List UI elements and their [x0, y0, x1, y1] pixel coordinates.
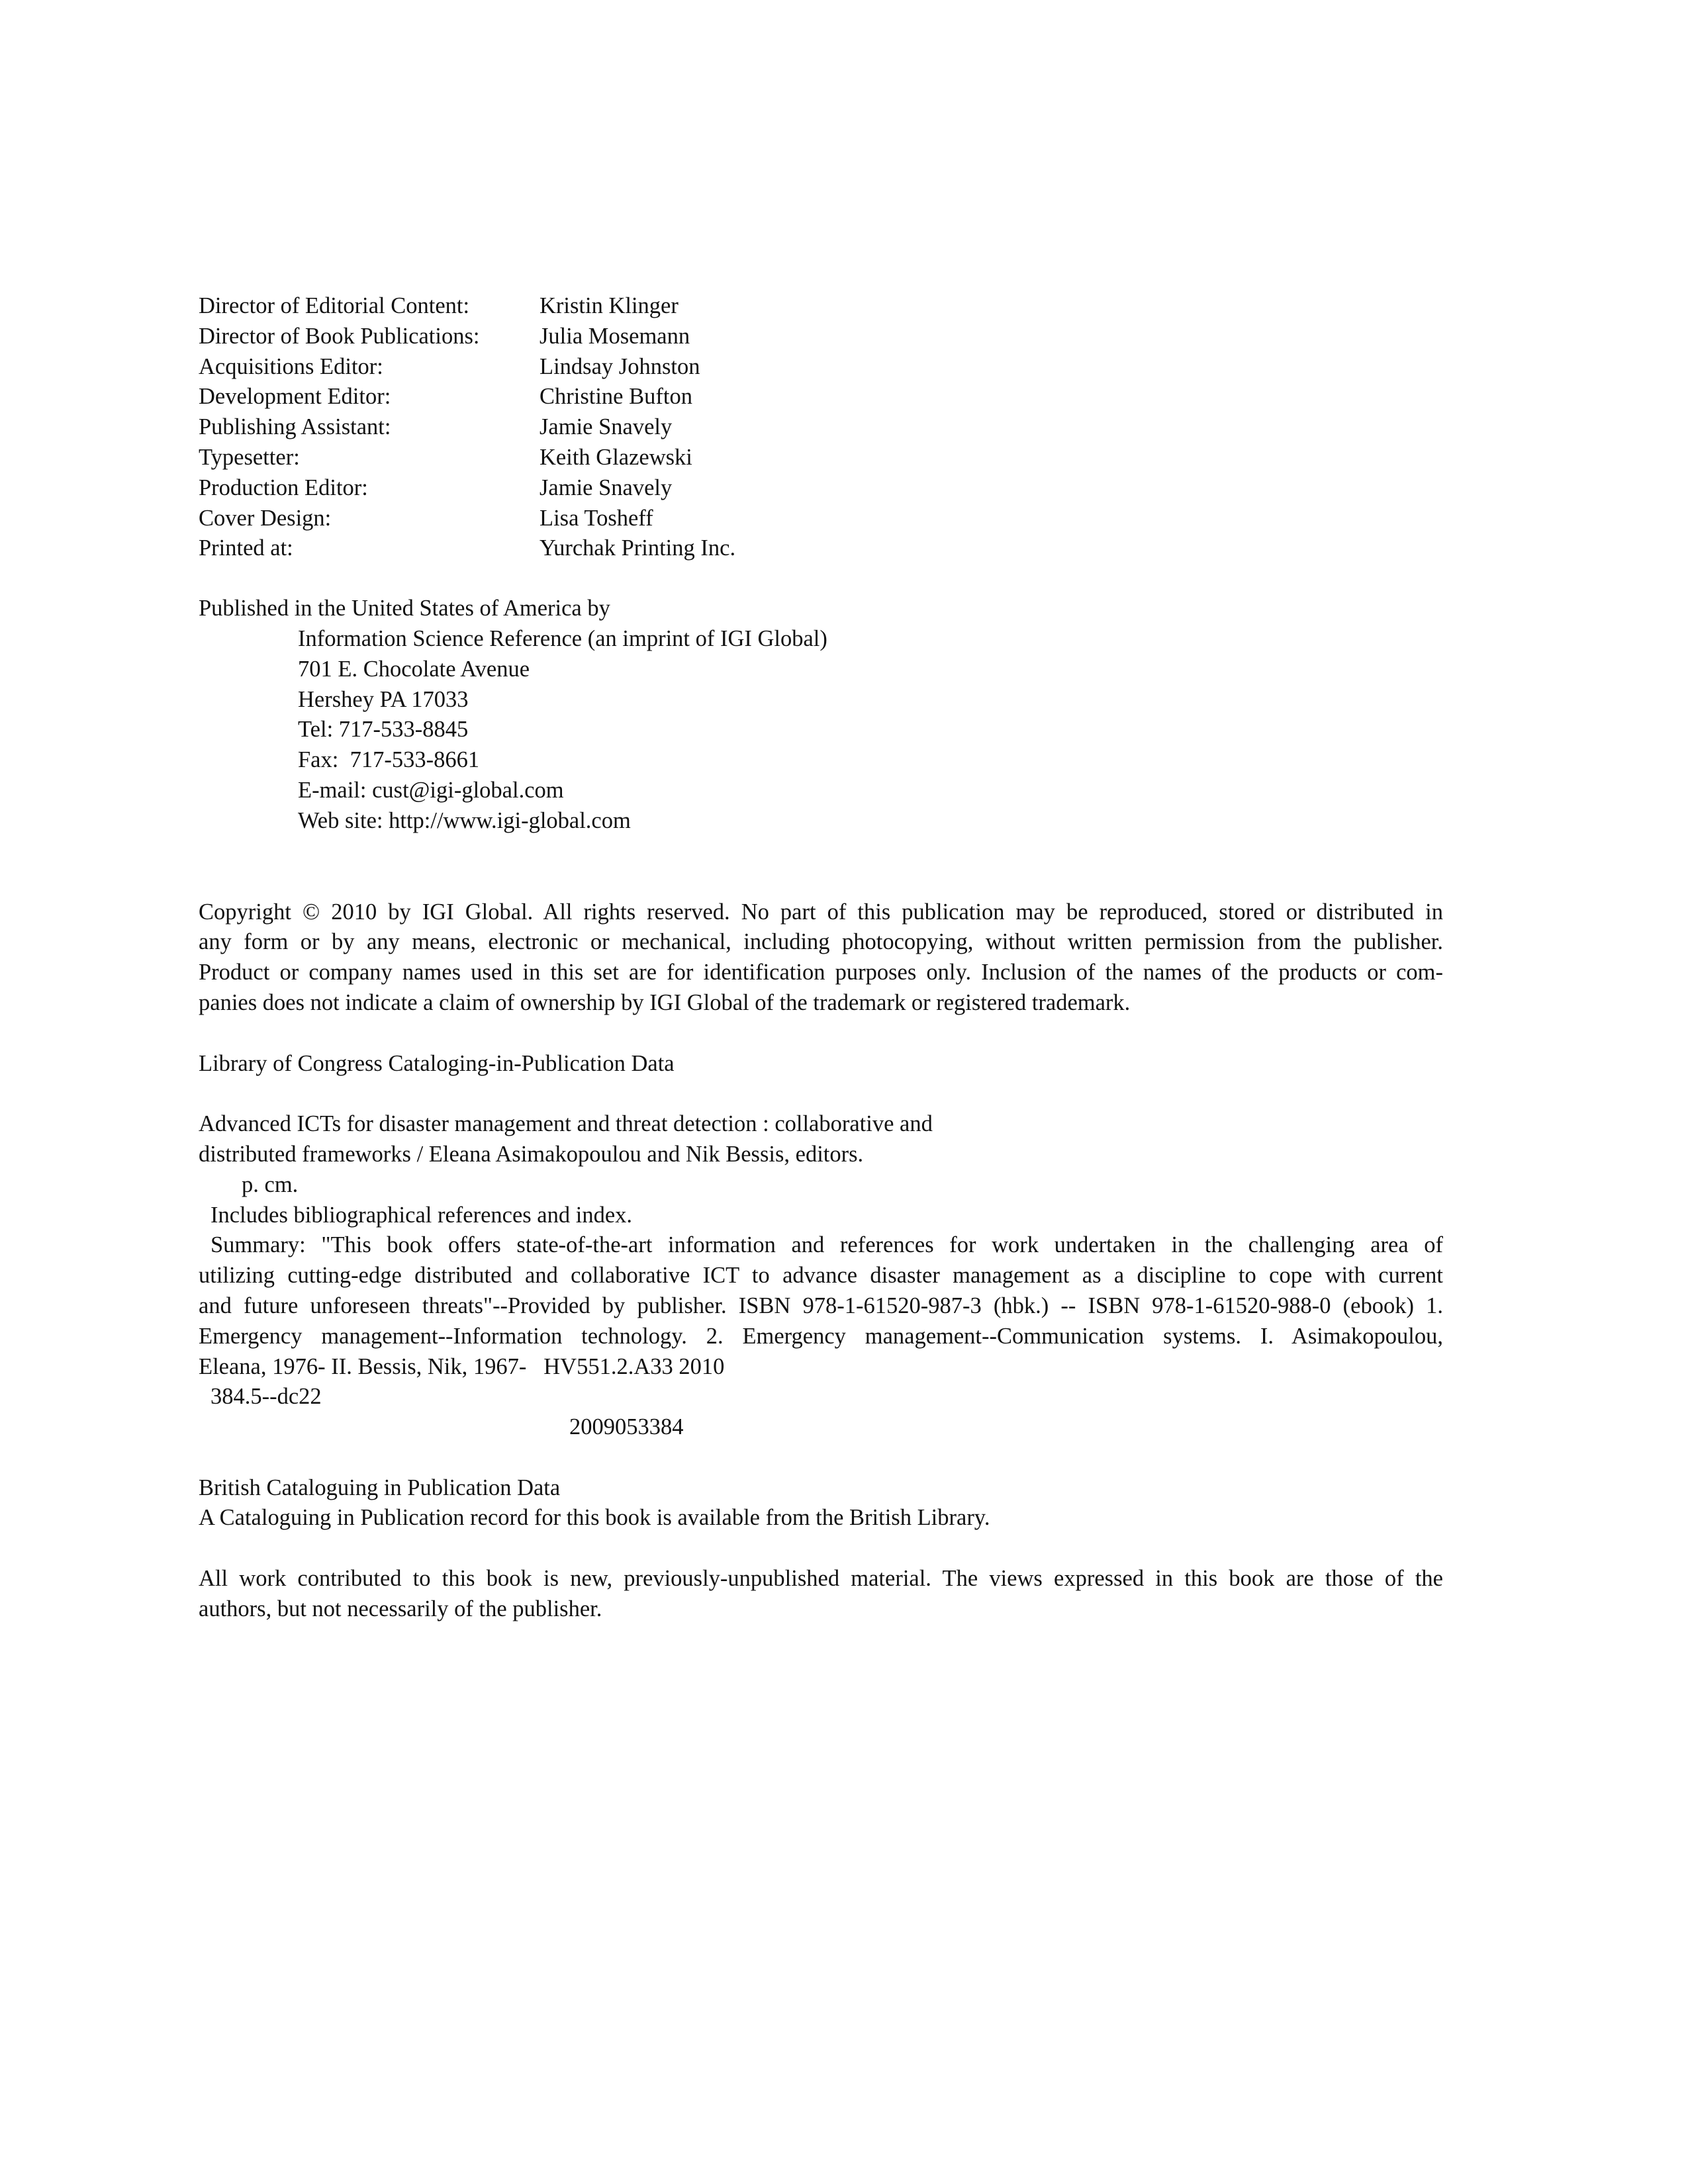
credit-role: Acquisitions Editor:	[199, 353, 383, 379]
credit-row	[199, 533, 1443, 564]
copyright-line: panies does not indicate a claim of ownership by IGI Global of the trademark or registered trademark.	[199, 989, 1131, 1015]
copyright-line: Product or company names used in this set are for identification purposes only. Inclusion of the names of the products or com-	[199, 960, 1443, 985]
loc-pcm: p. cm.	[242, 1171, 299, 1197]
credit-row	[199, 412, 1443, 443]
credit-row	[199, 504, 1443, 534]
credit-row	[199, 443, 1443, 473]
british-text: A Cataloguing in Publication record for this book is available from the British Library.	[199, 1505, 990, 1531]
loc-title-line: distributed frameworks / Eleana Asimakopoulou and Nik Bessis, editors.	[199, 1141, 864, 1167]
publisher-block	[199, 594, 1443, 836]
disclaimer-line: authors, but not necessarily of the publisher.	[199, 1596, 602, 1621]
loc-includes: Includes bibliographical references and index.	[211, 1202, 633, 1228]
loc-summary-line: and future unforeseen threats"--Provided by publisher. ISBN 978-1-61520-987-3 (hbk.) -- ISBN 978-1-61520-988-0 (ebook) 1.	[199, 1293, 1443, 1318]
credit-row	[199, 382, 1443, 412]
credit-row	[199, 322, 1443, 352]
credit-role: Director of Book Publications:	[199, 323, 480, 349]
publisher-intro: Published in the United States of America by	[199, 596, 610, 621]
credit-name: Yurchak Printing Inc.	[539, 535, 736, 561]
credit-role: Printed at:	[199, 535, 293, 561]
loc-summary-line: Emergency management--Information technology. 2. Emergency management--Communication systems. I. Asimakopoulou,	[199, 1323, 1443, 1349]
loc-summary-line: Eleana, 1976- II. Bessis, Nik, 1967- HV551.2.A33 2010	[199, 1353, 725, 1379]
credit-name: Lisa Tosheff	[539, 505, 653, 531]
credit-name: Jamie Snavely	[539, 414, 673, 440]
loc-heading: Library of Congress Cataloging-in-Publication Data	[199, 1050, 675, 1076]
credit-name: Kristin Klinger	[539, 293, 679, 318]
loc-dewey: 384.5--dc22	[211, 1384, 322, 1410]
credit-row	[199, 352, 1443, 383]
loc-lccn: 2009053384	[569, 1414, 684, 1440]
credit-name: Christine Bufton	[539, 384, 692, 410]
british-heading: British Cataloguing in Publication Data	[199, 1475, 561, 1500]
loc-summary-line: Summary: "This book offers state-of-the-art information and references for work undertaken in the challenging area of	[211, 1232, 1443, 1258]
publisher-fax: Fax: 717-533-8661	[298, 747, 480, 773]
loc-cip-block	[199, 1049, 1443, 1443]
loc-summary-line: utilizing cutting-edge distributed and collaborative ICT to advance disaster management as a discipline to cope with current	[199, 1263, 1443, 1289]
loc-summary	[199, 1230, 1443, 1382]
credit-role: Publishing Assistant:	[199, 414, 391, 440]
publisher-tel: Tel: 717-533-8845	[298, 717, 469, 743]
publisher-city: Hershey PA 17033	[298, 686, 469, 712]
credit-row	[199, 473, 1443, 504]
credit-role: Director of Editorial Content:	[199, 293, 470, 318]
credit-row	[199, 291, 1443, 322]
credit-name: Lindsay Johnston	[539, 353, 700, 379]
publisher-website: Web site: http://www.igi-global.com	[298, 807, 631, 833]
credit-role: Production Editor:	[199, 475, 368, 500]
credit-role: Development Editor:	[199, 384, 391, 410]
publisher-address	[199, 624, 1443, 837]
copyright-notice	[199, 897, 1443, 1019]
publisher-email: E-mail: cust@igi-global.com	[298, 777, 564, 803]
copyright-line: any form or by any means, electronic or mechanical, including photocopying, without written permission from the publisher.	[199, 929, 1443, 955]
credit-name: Julia Mosemann	[539, 323, 690, 349]
british-cip-block	[199, 1473, 1443, 1534]
copyright-line: Copyright © 2010 by IGI Global. All rights reserved. No part of this publication may be reproduced, stored or distributed in	[199, 899, 1443, 925]
copyright-page	[199, 291, 1443, 1625]
credit-name: Jamie Snavely	[539, 475, 673, 500]
publisher-street: 701 E. Chocolate Avenue	[298, 656, 530, 682]
credit-role: Cover Design:	[199, 505, 332, 531]
credit-name: Keith Glazewski	[539, 444, 692, 470]
disclaimer-line: All work contributed to this book is new, previously-unpublished material. The views expressed in this book are those of the	[199, 1566, 1443, 1592]
credits-list	[199, 291, 1443, 564]
credit-role: Typesetter:	[199, 444, 300, 470]
loc-title-line: Advanced ICTs for disaster management and threat detection : collaborative and	[199, 1111, 933, 1137]
disclaimer-block	[199, 1564, 1443, 1625]
publisher-name: Information Science Reference (an imprint of IGI Global)	[298, 625, 827, 651]
